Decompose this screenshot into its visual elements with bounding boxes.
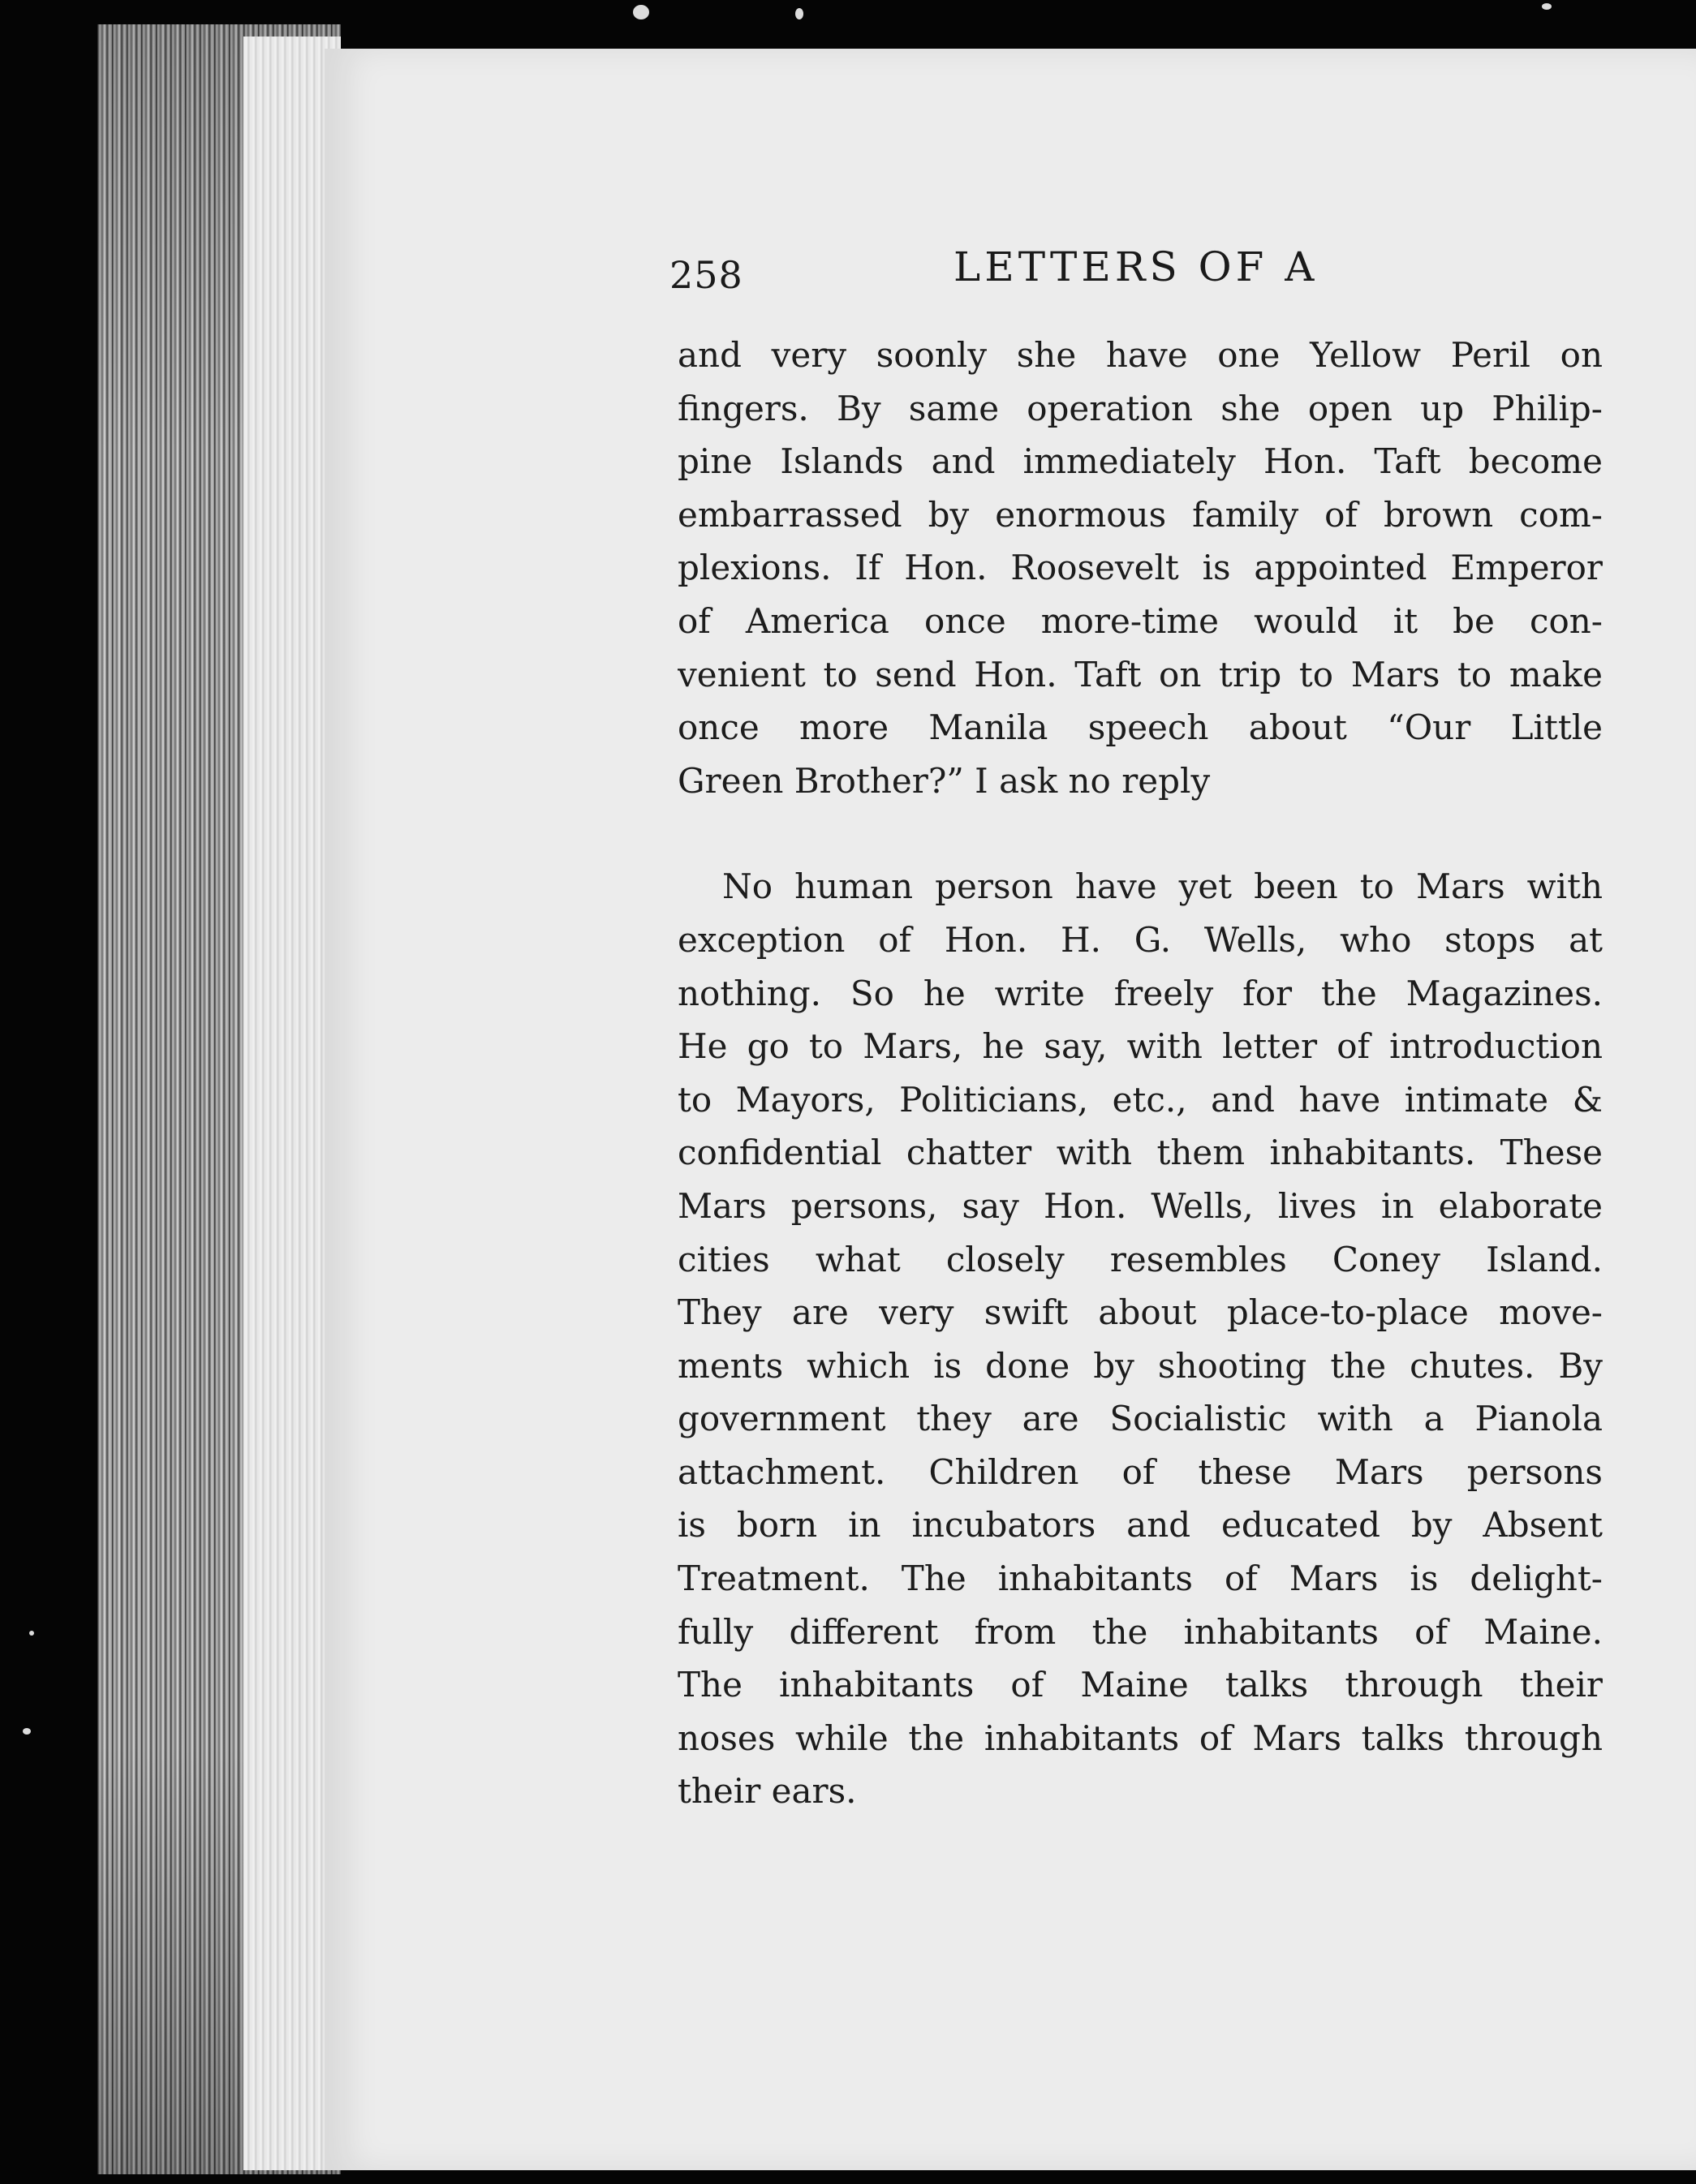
paragraph-gap: [678, 807, 1603, 860]
text-line: exception of Hon. H. G. Wells, who stops at: [678, 919, 1603, 960]
text-line: The inhabitants of Maine talks through their: [678, 1665, 1603, 1705]
text-line: plexions. If Hon. Roosevelt is appointed Emperor: [678, 548, 1603, 588]
scan-speck: [795, 8, 803, 19]
text-line: ments which is done by shooting the chutes. By: [678, 1345, 1603, 1386]
text-line: embarrassed by enormous family of brown com-: [678, 494, 1603, 535]
text-line: nothing. So he write freely for the Magazines.: [678, 973, 1603, 1013]
paragraph-1: [678, 329, 1603, 807]
text-line: government they are Socialistic with a Pianola: [678, 1399, 1603, 1439]
text-line: confidential chatter with them inhabitants. These: [678, 1133, 1603, 1173]
page-number: 258: [669, 253, 743, 297]
text-line: is born in incubators and educated by Absent: [678, 1505, 1603, 1546]
text-line: venient to send Hon. Taft on trip to Mars to make: [678, 654, 1603, 694]
text-line: pine Islands and immediately Hon. Taft become: [678, 441, 1603, 482]
text-line: He go to Mars, he say, with letter of introduction: [678, 1026, 1603, 1067]
running-title: LETTERS OF A: [953, 243, 1319, 290]
text-line: noses while the inhabitants of Mars talks through: [678, 1718, 1603, 1758]
text-line: Green Brother?” I ask no reply: [678, 760, 1211, 801]
paragraph-2: [678, 860, 1603, 1818]
text-line: of America once more-time would it be con-: [678, 600, 1603, 641]
text-line: fingers. By same operation she open up Philip-: [678, 388, 1603, 428]
scan-speck: [1542, 3, 1552, 10]
scan-speck: [633, 5, 649, 19]
text-line: They are very swift about place-to-place move-: [678, 1292, 1603, 1333]
text-line: to Mayors, Politicians, etc., and have intimate &: [678, 1079, 1603, 1120]
text-line: their ears.: [678, 1771, 857, 1812]
text-line: Treatment. The inhabitants of Mars is delight-: [678, 1558, 1603, 1599]
scan-speck: [29, 1631, 34, 1636]
text-line: fully different from the inhabitants of Maine.: [678, 1611, 1603, 1652]
text-line: cities what closely resembles Coney Island.: [678, 1239, 1603, 1279]
text-line: attachment. Children of these Mars persons: [678, 1451, 1603, 1492]
running-head: [669, 243, 1481, 308]
text-line: once more Manila speech about “Our Little: [678, 707, 1603, 748]
text-line: No human person have yet been to Mars with: [722, 866, 1603, 907]
scan-speck: [23, 1728, 31, 1735]
text-line: Mars persons, say Hon. Wells, lives in elaborate: [678, 1185, 1603, 1226]
text-line: and very soonly she have one Yellow Peril on: [678, 335, 1603, 375]
body-text: [678, 329, 1603, 1818]
